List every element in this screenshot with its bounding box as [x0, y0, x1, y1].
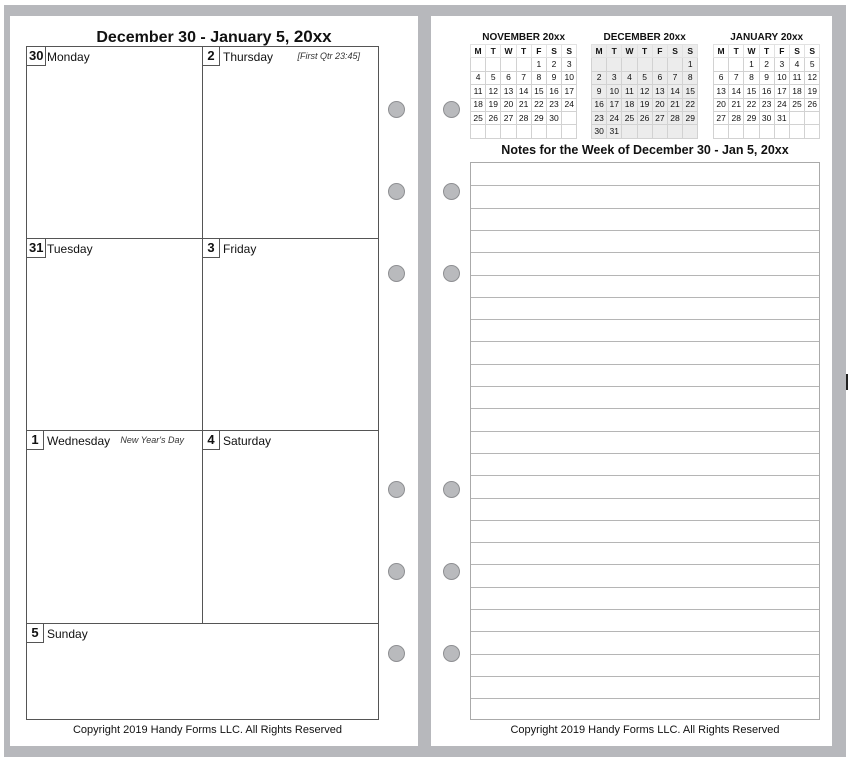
- calendar-day: 9: [759, 71, 774, 84]
- calendar-week: [592, 98, 698, 111]
- binder-hole: [443, 645, 460, 662]
- weekday-header: S: [667, 45, 682, 58]
- day-number: 1: [27, 431, 44, 450]
- calendar-day: 17: [774, 85, 789, 98]
- mini-calendar-november: [470, 32, 577, 139]
- calendar-day: 23: [546, 98, 561, 111]
- calendar-day: 28: [667, 111, 682, 124]
- weekday-header: T: [759, 45, 774, 58]
- day-name: Friday: [223, 242, 257, 256]
- calendar-day: [531, 125, 546, 138]
- calendar-day: 31: [607, 125, 622, 138]
- day-cell-sunday[interactable]: [27, 624, 378, 719]
- calendar-week: [471, 125, 577, 138]
- calendar-day: 29: [744, 111, 759, 124]
- calendar-day: [714, 58, 729, 71]
- calendar-day: [516, 125, 531, 138]
- calendar-day: [501, 125, 516, 138]
- calendar-day: 18: [471, 98, 486, 111]
- calendar-day: 2: [759, 58, 774, 71]
- calendar-day: [805, 111, 820, 124]
- mini-calendar-grid: [713, 44, 820, 139]
- ruled-line: [471, 609, 819, 610]
- calendar-day: 10: [774, 71, 789, 84]
- calendar-day: 8: [683, 71, 698, 84]
- calendar-day: 15: [683, 85, 698, 98]
- ruled-line: [471, 275, 819, 276]
- text-cursor: [846, 374, 848, 390]
- calendar-day: 5: [637, 71, 652, 84]
- weekday-header: M: [714, 45, 729, 58]
- calendar-day: 19: [486, 98, 501, 111]
- calendar-day: 26: [637, 111, 652, 124]
- binder-hole: [388, 101, 405, 118]
- weekday-header: M: [471, 45, 486, 58]
- copyright-left: Copyright 2019 Handy Forms LLC. All Rights Reserved: [72, 724, 342, 736]
- calendar-week: [714, 125, 820, 138]
- calendar-day: 1: [744, 58, 759, 71]
- calendar-day: 4: [789, 58, 804, 71]
- mini-calendar-january: [713, 32, 820, 139]
- calendar-day: [501, 58, 516, 71]
- day-name: Wednesday: [47, 434, 111, 448]
- calendar-day: [789, 125, 804, 138]
- calendar-week: [471, 111, 577, 124]
- calendar-day: [516, 58, 531, 71]
- weekday-header: T: [607, 45, 622, 58]
- weekday-header: S: [683, 45, 698, 58]
- calendar-week: [592, 111, 698, 124]
- calendar-day: 11: [789, 71, 804, 84]
- day-name: Tuesday: [47, 242, 93, 256]
- ruled-line: [471, 297, 819, 298]
- calendar-day: [774, 125, 789, 138]
- day-number: 2: [203, 47, 220, 66]
- binder-hole: [443, 265, 460, 282]
- calendar-week: [471, 58, 577, 71]
- ruled-line: [471, 185, 819, 186]
- day-name: Thursday: [223, 50, 274, 64]
- ruled-line: [471, 341, 819, 342]
- mini-calendar-grid: [591, 44, 698, 139]
- calendar-day: 30: [592, 125, 607, 138]
- calendar-day: 28: [516, 111, 531, 124]
- calendar-day: [607, 58, 622, 71]
- weekday-header: T: [486, 45, 501, 58]
- mini-calendar-grid: [470, 44, 577, 139]
- day-name: Monday: [47, 50, 90, 64]
- calendar-day: 22: [744, 98, 759, 111]
- ruled-line: [471, 208, 819, 209]
- week-title-year: 20xx: [293, 27, 332, 46]
- calendar-day: 21: [516, 98, 531, 111]
- binder-hole: [443, 481, 460, 498]
- calendar-day: [562, 125, 577, 138]
- calendar-day: [592, 58, 607, 71]
- calendar-day: 27: [714, 111, 729, 124]
- calendar-day: [729, 125, 744, 138]
- copyright-right: Copyright 2019 Handy Forms LLC. All Rights Reserved: [510, 724, 780, 736]
- calendar-day: [652, 58, 667, 71]
- calendar-day: [546, 125, 561, 138]
- ruled-line: [471, 252, 819, 253]
- calendar-day: 30: [546, 111, 561, 124]
- calendar-day: 7: [516, 71, 531, 84]
- calendar-day: 12: [637, 85, 652, 98]
- ruled-line: [471, 319, 819, 320]
- calendar-day: 19: [805, 85, 820, 98]
- calendar-day: [622, 58, 637, 71]
- calendar-day: [486, 58, 501, 71]
- calendar-day: 15: [531, 85, 546, 98]
- calendar-day: [637, 125, 652, 138]
- calendar-day: 4: [471, 71, 486, 84]
- calendar-day: [471, 125, 486, 138]
- calendar-day: 22: [531, 98, 546, 111]
- calendar-day: 21: [667, 98, 682, 111]
- calendar-day: 13: [652, 85, 667, 98]
- day-name: Saturday: [223, 434, 272, 448]
- binder-hole: [443, 101, 460, 118]
- ruled-line: [471, 475, 819, 476]
- binder-hole: [443, 183, 460, 200]
- calendar-day: [652, 125, 667, 138]
- calendar-day: 26: [805, 98, 820, 111]
- moon-phase-note: [First Qtr 23:45]: [297, 51, 360, 61]
- week-title: [10, 27, 418, 47]
- calendar-day: 10: [607, 85, 622, 98]
- notes-lined-area[interactable]: [470, 162, 820, 720]
- day-number: 31: [27, 239, 46, 258]
- calendar-day: 24: [774, 98, 789, 111]
- calendar-week: [714, 58, 820, 71]
- day-number: 5: [27, 624, 44, 643]
- calendar-day: 6: [501, 71, 516, 84]
- calendar-day: 2: [592, 71, 607, 84]
- day-name: Sunday: [47, 627, 88, 641]
- calendar-day: [667, 125, 682, 138]
- calendar-day: [637, 58, 652, 71]
- day-cell-tuesday[interactable]: [27, 239, 203, 431]
- calendar-day: 20: [652, 98, 667, 111]
- calendar-week: [592, 71, 698, 84]
- ruled-line: [471, 520, 819, 521]
- calendar-day: 22: [683, 98, 698, 111]
- ruled-line: [471, 654, 819, 655]
- week-grid: [26, 46, 379, 720]
- weekday-header: S: [789, 45, 804, 58]
- calendar-week: [714, 71, 820, 84]
- weekday-header: S: [805, 45, 820, 58]
- calendar-day: 20: [501, 98, 516, 111]
- calendar-day: 16: [759, 85, 774, 98]
- ruled-line: [471, 408, 819, 409]
- calendar-day: 4: [622, 71, 637, 84]
- day-cell-saturday[interactable]: [203, 431, 378, 624]
- calendar-week: [714, 111, 820, 124]
- calendar-day: 14: [516, 85, 531, 98]
- calendar-day: 1: [531, 58, 546, 71]
- calendar-day: 23: [592, 111, 607, 124]
- calendar-day: 29: [683, 111, 698, 124]
- binder-hole: [443, 563, 460, 580]
- calendar-day: [683, 125, 698, 138]
- weekday-header: F: [774, 45, 789, 58]
- calendar-day: 25: [471, 111, 486, 124]
- calendar-day: 21: [729, 98, 744, 111]
- calendar-day: 3: [562, 58, 577, 71]
- calendar-day: 23: [759, 98, 774, 111]
- weekday-header: S: [546, 45, 561, 58]
- day-cell-monday[interactable]: [27, 47, 203, 239]
- calendar-day: 1: [683, 58, 698, 71]
- calendar-day: 30: [759, 111, 774, 124]
- mini-calendar-title: JANUARY 20xx: [730, 32, 804, 43]
- calendar-week: [471, 71, 577, 84]
- calendar-day: 8: [531, 71, 546, 84]
- calendar-day: [729, 58, 744, 71]
- ruled-line: [471, 364, 819, 365]
- calendar-day: 18: [789, 85, 804, 98]
- calendar-day: 17: [607, 98, 622, 111]
- ruled-line: [471, 587, 819, 588]
- calendar-day: 9: [546, 71, 561, 84]
- calendar-day: 25: [789, 98, 804, 111]
- calendar-week: [592, 125, 698, 138]
- calendar-day: 31: [774, 111, 789, 124]
- weekday-header: M: [592, 45, 607, 58]
- binder-hole: [388, 183, 405, 200]
- calendar-day: [759, 125, 774, 138]
- calendar-day: 2: [546, 58, 561, 71]
- calendar-day: 24: [607, 111, 622, 124]
- calendar-day: 10: [562, 71, 577, 84]
- calendar-day: 11: [471, 85, 486, 98]
- day-number: 30: [27, 47, 46, 66]
- calendar-day: 25: [622, 111, 637, 124]
- calendar-day: 11: [622, 85, 637, 98]
- ruled-line: [471, 676, 819, 677]
- calendar-week: [471, 85, 577, 98]
- notes-title: Notes for the Week of December 30 - Jan 5, 20xx: [501, 143, 789, 157]
- ruled-line: [471, 453, 819, 454]
- ruled-line: [471, 431, 819, 432]
- calendar-day: [562, 111, 577, 124]
- calendar-day: 19: [637, 98, 652, 111]
- ruled-line: [471, 386, 819, 387]
- weekday-header: T: [637, 45, 652, 58]
- binder-hole: [388, 265, 405, 282]
- calendar-day: 3: [607, 71, 622, 84]
- calendar-day: [486, 125, 501, 138]
- calendar-week: [714, 98, 820, 111]
- calendar-day: 12: [805, 71, 820, 84]
- calendar-day: [622, 125, 637, 138]
- calendar-day: 27: [501, 111, 516, 124]
- calendar-day: 5: [805, 58, 820, 71]
- day-number: 3: [203, 239, 220, 258]
- calendar-day: 20: [714, 98, 729, 111]
- ruled-line: [471, 564, 819, 565]
- calendar-day: 7: [729, 71, 744, 84]
- calendar-day: 28: [729, 111, 744, 124]
- weekday-header: W: [622, 45, 637, 58]
- weekday-header: F: [531, 45, 546, 58]
- calendar-day: [714, 125, 729, 138]
- calendar-day: 24: [562, 98, 577, 111]
- ruled-line: [471, 542, 819, 543]
- ruled-line: [471, 631, 819, 632]
- calendar-day: 7: [667, 71, 682, 84]
- mini-calendar-title: DECEMBER 20xx: [603, 32, 686, 43]
- calendar-day: 14: [729, 85, 744, 98]
- week-title-range: December 30 - January 5,: [96, 29, 290, 46]
- mini-calendar-december: [591, 32, 698, 139]
- calendar-day: 13: [714, 85, 729, 98]
- day-cell-wednesday[interactable]: [27, 431, 203, 624]
- weekday-header: F: [652, 45, 667, 58]
- calendar-week: [592, 58, 698, 71]
- mini-calendar-title: NOVEMBER 20xx: [482, 32, 566, 43]
- holiday-note: New Year's Day: [120, 435, 184, 445]
- ruled-line: [471, 498, 819, 499]
- calendar-day: 16: [592, 98, 607, 111]
- calendar-day: 15: [744, 85, 759, 98]
- calendar-day: [789, 111, 804, 124]
- calendar-week: [471, 98, 577, 111]
- weekday-header: S: [562, 45, 577, 58]
- weekday-header: T: [729, 45, 744, 58]
- calendar-day: 3: [774, 58, 789, 71]
- weekday-header: W: [744, 45, 759, 58]
- calendar-week: [714, 85, 820, 98]
- calendar-day: 13: [501, 85, 516, 98]
- calendar-day: [805, 125, 820, 138]
- calendar-day: 9: [592, 85, 607, 98]
- calendar-day: 14: [667, 85, 682, 98]
- calendar-day: 17: [562, 85, 577, 98]
- calendar-week: [592, 85, 698, 98]
- calendar-day: 16: [546, 85, 561, 98]
- calendar-day: 12: [486, 85, 501, 98]
- calendar-day: [471, 58, 486, 71]
- ruled-line: [471, 698, 819, 699]
- calendar-day: [744, 125, 759, 138]
- weekday-header: W: [501, 45, 516, 58]
- calendar-day: [667, 58, 682, 71]
- calendar-day: 5: [486, 71, 501, 84]
- ruled-line: [471, 230, 819, 231]
- binder-hole: [388, 645, 405, 662]
- calendar-day: 6: [652, 71, 667, 84]
- day-number: 4: [203, 431, 220, 450]
- day-cell-friday[interactable]: [203, 239, 378, 431]
- day-cell-thursday[interactable]: [203, 47, 378, 239]
- calendar-day: 18: [622, 98, 637, 111]
- binder-hole: [388, 563, 405, 580]
- calendar-day: 6: [714, 71, 729, 84]
- calendar-day: 8: [744, 71, 759, 84]
- calendar-day: 26: [486, 111, 501, 124]
- calendar-day: 29: [531, 111, 546, 124]
- weekday-header: T: [516, 45, 531, 58]
- binder-hole: [388, 481, 405, 498]
- calendar-day: 27: [652, 111, 667, 124]
